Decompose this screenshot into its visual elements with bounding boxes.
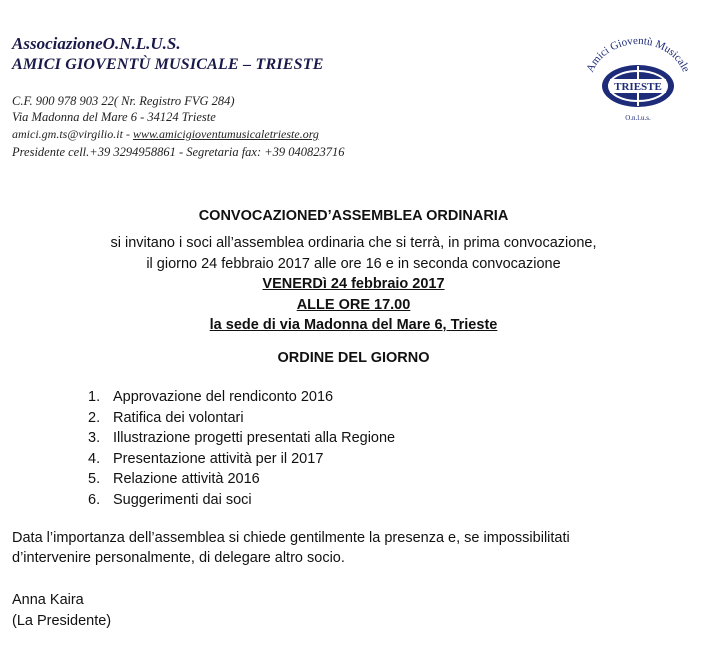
logo-bottom-text: O.n.l.u.s. [625,114,651,122]
agenda-item [88,408,395,429]
agenda-item [88,449,395,470]
logo-arc-text: Amici Gioventù Musicale [584,34,692,75]
signatory-name: Anna Kaira [12,592,84,608]
agenda-item [88,469,395,490]
website-link[interactable]: www.amicigioventumusicaletrieste.org [132,127,319,141]
agenda-title: ORDINE DEL GIORNO [277,350,430,366]
agenda-item-number: 5. [88,471,101,487]
phone-numbers: Presidente cell.+39 3294958861 - Segretaria fax: +39 040823716 [12,145,345,159]
agenda-item-text: Suggerimenti dai soci [113,491,252,508]
meeting-venue: la sede di via Madonna del Mare 6, Trieste [209,317,498,333]
contact-line [12,127,319,142]
agenda-item [88,490,395,511]
association-logo [578,28,698,128]
agenda-item-text: Approvazione del rendiconto 2016 [113,389,334,405]
fiscal-code: C.F. 900 978 903 22( Nr. Registro FVG 284) [12,94,235,108]
agenda-item-text: Presentazione attività per il 2017 [113,450,324,467]
org-name: AssociazioneO.N.L.U.S. [12,34,181,53]
signatory-role: (La Presidente) [12,613,112,629]
logo-center-text: TRIESTE [614,81,662,93]
invitation-line-2: il giorno 24 febbraio 2017 alle ore 16 e in seconda convocazione [146,256,561,272]
agenda-item [88,387,395,408]
closing-line-1: Data l’importanza dell’assemblea si chiede gentilmente la presenza e, se impossibilitati [12,530,570,546]
agenda-item-number: 2. [88,409,101,426]
closing-line-2: d’intervenire personalmente, di delegare altro socio. [12,550,345,566]
agenda-item-number: 4. [88,450,101,467]
agenda-item-number: 1. [88,389,101,405]
agenda-item [88,428,395,449]
invitation-line-1: si invitano i soci all’assemblea ordinaria che si terrà, in prima convocazione, [110,235,597,251]
agenda-item-number: 3. [88,430,101,446]
email-link[interactable]: amici.gm.ts@virgilio.it [12,127,123,141]
agenda-item-number: 6. [88,491,101,508]
agenda-item-text: Relazione attività 2016 [113,471,260,487]
agenda-item-text: Illustrazione progetti presentati alla Regione [113,430,396,446]
email-separator: - [122,127,133,141]
meeting-date: VENERDì 24 febbraio 2017 [262,276,445,292]
org-subtitle: AMICI GIOVENTÙ MUSICALE – TRIESTE [12,56,324,73]
agenda-list [88,387,395,510]
meeting-time: ALLE ORE 17.00 [296,297,411,313]
convocation-title: CONVOCAZIONED’ASSEMBLEA ORDINARIA [198,208,509,224]
agenda-item-text: Ratifica dei volontari [113,409,244,426]
address: Via Madonna del Mare 6 - 34124 Trieste [12,110,216,124]
